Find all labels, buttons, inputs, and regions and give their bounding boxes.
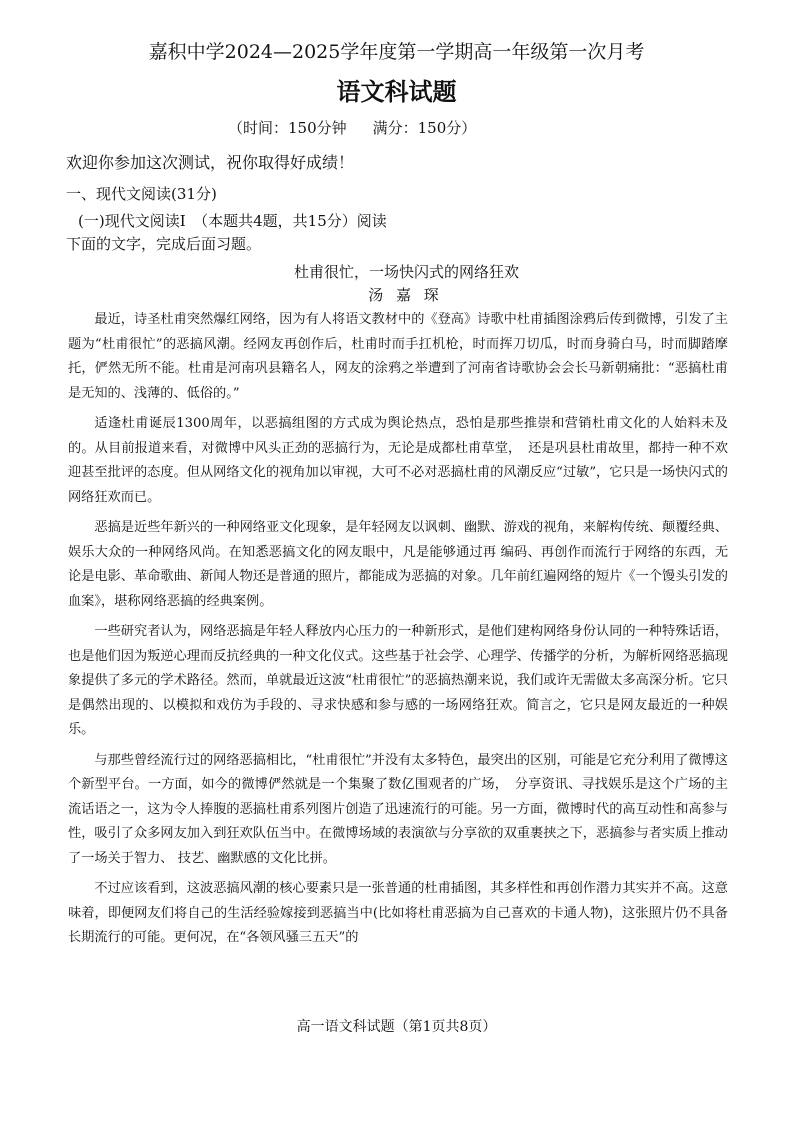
article-paragraph: 恶搞是近些年新兴的一种网络亚文化现象，是年轻网友以讽刺、幽默、游戏的视角，来解构传统、颠覆经典、娱乐大众的一种网络风尚。在知悉恶搞文化的网友眼中，凡是能够通过再 编码、再创作而流行于网络的东西，无论是电影、革命歌曲、新闻人物还是普通的照片，都能成为恶搞的对象。几年前红遍网络的短片《一个馒头引发的血案》，堪称网络恶搞的经典案例。 — [68, 520, 728, 609]
article-paragraph: 最近，诗圣杜甫突然爆红网络，因为有人将语文教材中的《登高》诗歌中杜甫插图涂鸦后传到微博，引发了主题为“杜甫很忙”的恶搞风潮。经网友再创作后，杜甫时而手扛机枪，时而挥刀切瓜，时而身骑白马，时而脚踏摩托，俨然无所不能。杜甫是河南巩县籍名人，网友的涂鸦之举遭到了河南省诗歌协会会长马新朝痛批：“恶搞杜甫是无知的、浅薄的、低俗的。” — [68, 312, 728, 401]
article-paragraph: 一些研究者认为，网络恶搞是年轻人释放内心压力的一种新形式，是他们建构网络身份认同的一种特殊话语，也是他们因为叛逆心理而反抗经典的一种文化仪式。这些基于社会学、心理学、传播学的分析，为解析网络恶搞现象提供了多元的学术路径。然而，单就最近这波“杜甫很忙”的恶搞热潮来说，我们或许无需做太多高深分析。它只是偶然出现的、以模拟和戏仿为手段的、寻求快感和参与感的一场网络狂欢。简言之，它只是网友最近的一种娱乐。 — [68, 624, 728, 737]
article-paragraph: 适逢杜甫诞辰1300周年，以恶搞组图的方式成为舆论热点，恐怕是那些推崇和营销杜甫文化的人始料未及的。从目前报道来看，对微博中风头正劲的恶搞行为，无论是成都杜甫草堂， 还是巩县杜甫故里，都持一种不欢迎甚至批评的态度。但从网络文化的视角加以审视，大可不必对恶搞杜甫的风潮反应“过敏”，它只是一场快闪式的网络狂欢而已。 — [68, 416, 728, 505]
article-title: 杜甫很忙，一场快闪式的网络狂欢 — [293, 263, 519, 281]
article-paragraph: 与那些曾经流行过的网络恶搞相比，“杜甫很忙”并没有太多特色，最突出的区别，可能是它充分利用了微博这个新型平台。一方面，如今的微博俨然就是一个集聚了数亿围观者的广场， 分享资讯、寻找娱乐是这个广场的主流话语之一，这为令人捧腹的恶搞杜甫系列图片创造了迅速流行的可能。另一方面，微博时代的高互动性和高参与性，吸引了众多网友加入到狂欢队伍当中。在微博场域的表演欲与分享欲的双重裹挟之下，恶搞参与者实质上推动了一场关于智力、 技艺、幽默感的文化比拼。 — [68, 752, 728, 866]
exam-title: 嘉积中学2024—2025学年度第一学期高一年级第一次月考 — [148, 41, 645, 63]
instruction-text: 下面的文字，完成后面习题。 — [66, 235, 262, 253]
exam-meta — [228, 117, 476, 138]
score-label: 满分：150分） — [372, 119, 477, 137]
article-body — [68, 308, 728, 957]
section-heading: 一、现代文阅读(31分) — [66, 185, 217, 203]
subsection-heading: (一)现代文阅读I （本题共4题，共15分）阅读 — [78, 212, 387, 230]
time-label: （时间：150分钟 — [228, 119, 347, 137]
subject-title: 语文科试题 — [336, 77, 457, 106]
article-author: 汤 嘉 琛 — [368, 286, 443, 304]
page-footer: 高一语文科试题（第1页共8页） — [296, 1019, 497, 1035]
article-paragraph: 不过应该看到，这波恶搞风潮的核心要素只是一张普通的杜甫插图，其多样性和再创作潜力其实并不高。这意味着，即便网友们将自己的生活经验嫁接到恶搞当中(比如将杜甫恶搞为自己喜欢的卡通人物)，这张照片仍不具备长期流行的可能。更何况，在“各领风骚三五天”的 — [68, 881, 728, 945]
welcome-text: 欢迎你参加这次测试，祝你取得好成绩！ — [66, 153, 355, 172]
